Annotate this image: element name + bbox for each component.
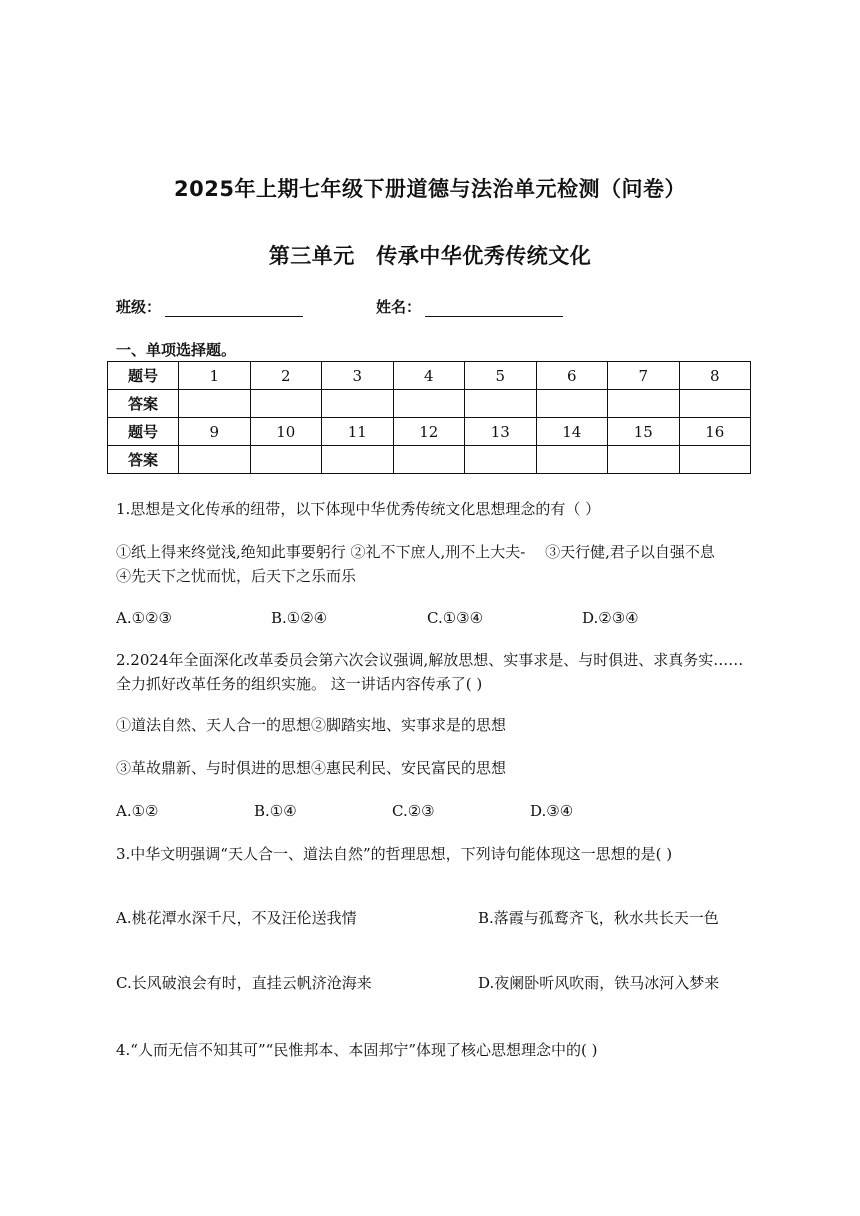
question-number: 9 bbox=[179, 418, 251, 446]
question-number: 11 bbox=[322, 418, 394, 446]
question-number: 1 bbox=[179, 362, 251, 390]
question-number: 7 bbox=[608, 362, 680, 390]
class-field bbox=[116, 296, 303, 317]
row-label-answer: 答案 bbox=[108, 446, 179, 474]
question-2-stem: 2.2024年全面深化改革委员会第六次会议强调,解放思想、实事求是、与时俱进、求真务实……全力抓好改革任务的组织实施。 这一讲话内容传承了( ) bbox=[116, 651, 744, 693]
answer-cell[interactable] bbox=[465, 390, 537, 418]
question-1-options bbox=[116, 606, 746, 630]
row-label-number: 题号 bbox=[108, 362, 179, 390]
option-a[interactable]: A.①②③ bbox=[116, 609, 172, 627]
option-a[interactable]: A.①② bbox=[116, 802, 159, 820]
question-number: 13 bbox=[465, 418, 537, 446]
name-blank[interactable] bbox=[425, 298, 563, 317]
question-number: 16 bbox=[679, 418, 751, 446]
answer-cell[interactable] bbox=[679, 446, 751, 474]
question-number: 5 bbox=[465, 362, 537, 390]
table-row bbox=[108, 446, 751, 474]
option-d[interactable]: D.夜阑卧听风吹雨，铁马冰河入梦来 bbox=[478, 974, 720, 992]
table-row bbox=[108, 362, 751, 390]
name-field bbox=[376, 296, 563, 317]
question-number: 15 bbox=[608, 418, 680, 446]
answer-cell[interactable] bbox=[465, 446, 537, 474]
option-b-wrapper bbox=[116, 906, 746, 930]
option-c[interactable]: C.长风破浪会有时，直挂云帆济沧海来 bbox=[116, 974, 372, 992]
row-label-answer: 答案 bbox=[108, 390, 179, 418]
name-label: 姓名： bbox=[376, 298, 422, 316]
answer-cell[interactable] bbox=[179, 390, 251, 418]
row-label-number: 题号 bbox=[108, 418, 179, 446]
answer-cell[interactable] bbox=[608, 390, 680, 418]
option-b[interactable]: B.①②④ bbox=[271, 609, 328, 627]
question-number: 6 bbox=[536, 362, 608, 390]
answer-cell[interactable] bbox=[393, 446, 465, 474]
answer-cell[interactable] bbox=[679, 390, 751, 418]
answer-cell[interactable] bbox=[322, 390, 394, 418]
question-4-stem: 4.“人而无信不知其可”“民惟邦本、本固邦宁”体现了核心思想理念中的( ) bbox=[116, 1041, 598, 1059]
question-number: 4 bbox=[393, 362, 465, 390]
question-number: 12 bbox=[393, 418, 465, 446]
option-c[interactable]: C.②③ bbox=[392, 802, 435, 820]
answer-cell[interactable] bbox=[393, 390, 465, 418]
question-1-stem: 1.思想是文化传承的纽带，以下体现中华优秀传统文化思想理念的有（ ） bbox=[116, 500, 601, 518]
answer-cell[interactable] bbox=[536, 390, 608, 418]
class-label: 班级： bbox=[116, 298, 162, 316]
question-2-statement-1: ①道法自然、天人合一的思想②脚踏实地、实事求是的思想 bbox=[116, 716, 507, 734]
section-title: 一、单项选择题。 bbox=[116, 341, 237, 359]
question-number: 14 bbox=[536, 418, 608, 446]
page-title: 2025年上期七年级下册道德与法治单元检测（问卷） bbox=[174, 177, 686, 201]
option-b[interactable]: B.落霞与孤鹜齐飞，秋水共长天一色 bbox=[478, 909, 719, 927]
question-number: 2 bbox=[250, 362, 322, 390]
unit-subtitle: 第三单元 传承中华优秀传统文化 bbox=[268, 244, 592, 268]
answer-cell[interactable] bbox=[608, 446, 680, 474]
question-number: 10 bbox=[250, 418, 322, 446]
answer-cell[interactable] bbox=[322, 446, 394, 474]
table-row bbox=[108, 390, 751, 418]
option-d-wrapper bbox=[116, 971, 746, 995]
answer-cell[interactable] bbox=[250, 446, 322, 474]
class-blank[interactable] bbox=[165, 298, 303, 317]
answer-cell[interactable] bbox=[250, 390, 322, 418]
option-d[interactable]: D.③④ bbox=[530, 802, 574, 820]
option-d[interactable]: D.②③④ bbox=[582, 609, 639, 627]
question-3-stem: 3.中华文明强调“天人合一、道法自然”的哲理思想，下列诗句能体现这一思想的是( ) bbox=[116, 845, 673, 863]
question-2-statement-2: ③革故鼎新、与时俱进的思想④惠民利民、安民富民的思想 bbox=[116, 759, 507, 777]
option-c[interactable]: C.①③④ bbox=[427, 609, 484, 627]
option-a[interactable]: A.桃花潭水深千尺，不及汪伦送我情 bbox=[116, 909, 357, 927]
table-row bbox=[108, 418, 751, 446]
answer-table bbox=[107, 361, 751, 474]
question-number: 3 bbox=[322, 362, 394, 390]
option-b[interactable]: B.①④ bbox=[254, 802, 297, 820]
question-number: 8 bbox=[679, 362, 751, 390]
answer-cell[interactable] bbox=[536, 446, 608, 474]
question-1-statements: ①纸上得来终觉浅,绝知此事要躬行 ②礼不下庶人,刑不上大夫- ③天行健,君子以自强不息 ④先天下之忧而忧，后天下之乐而乐 bbox=[116, 543, 735, 585]
answer-cell[interactable] bbox=[179, 446, 251, 474]
question-2-options bbox=[116, 799, 746, 823]
